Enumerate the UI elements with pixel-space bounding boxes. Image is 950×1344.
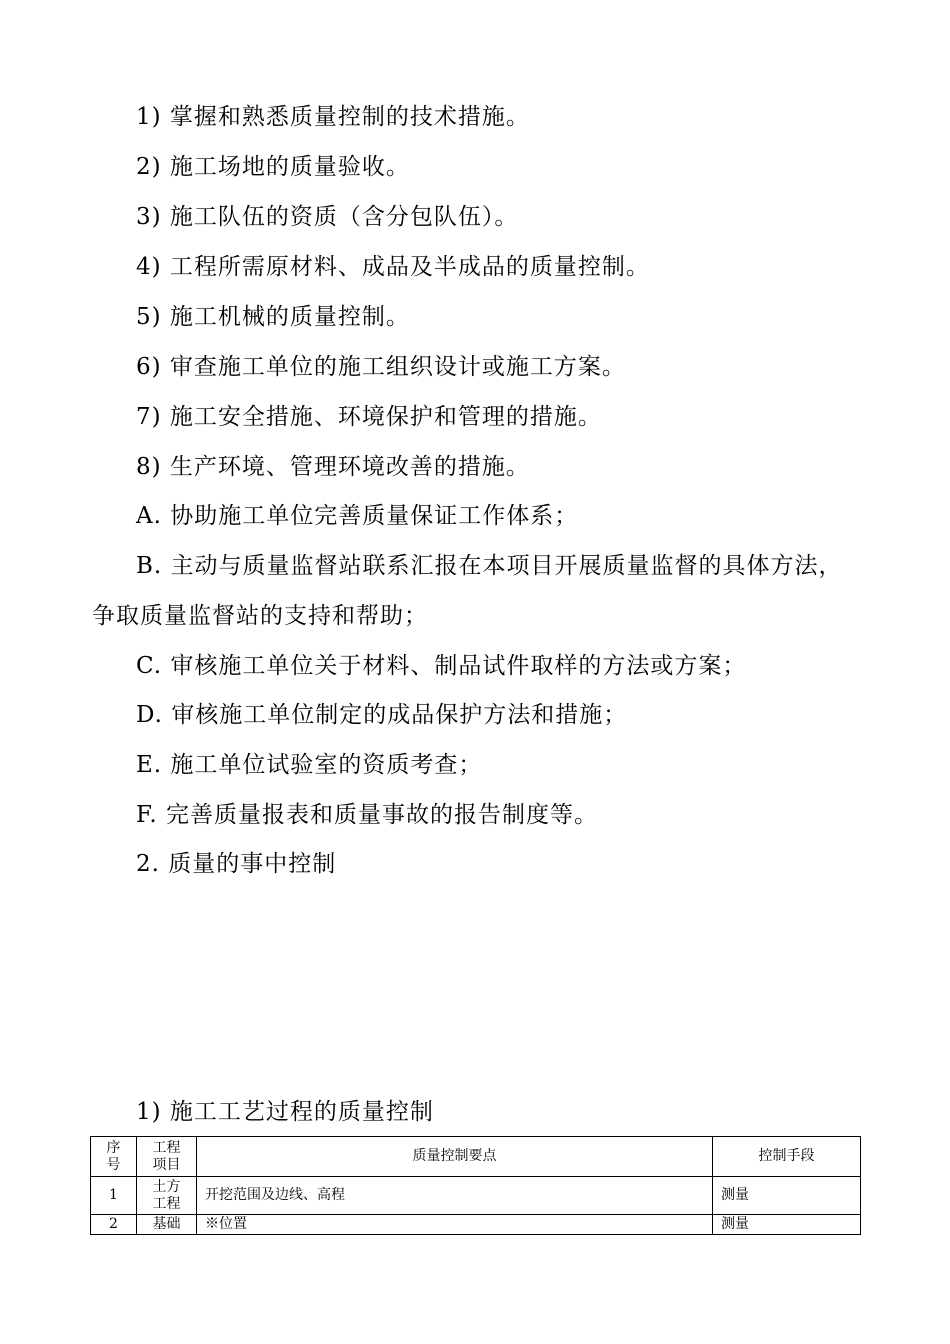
paragraph-2: 2) 施工场地的质量验收。: [136, 154, 410, 180]
row-means: 测量: [713, 1177, 861, 1215]
header-no: 序 号: [91, 1137, 137, 1177]
header-points: 质量控制要点: [197, 1137, 713, 1177]
row-points: ※位置: [197, 1215, 713, 1235]
paragraph-c: C. 审核施工单位关于材料、制品试件取样的方法或方案；: [136, 653, 747, 679]
row-item: 土方 工程: [137, 1177, 197, 1215]
section-title: 1) 施工工艺过程的质量控制: [136, 1099, 434, 1125]
row-item: 基础: [137, 1215, 197, 1235]
paragraph-6: 6) 审查施工单位的施工组织设计或施工方案。: [136, 354, 626, 380]
table-row: [91, 1215, 861, 1235]
row-points: 开挖范围及边线、高程: [197, 1177, 713, 1215]
paragraph-e: E. 施工单位试验室的资质考查；: [136, 752, 483, 778]
quality-control-table: [90, 1136, 861, 1235]
paragraph-3: 3) 施工队伍的资质（含分包队伍）。: [136, 204, 519, 230]
paragraph-7: 7) 施工安全措施、环境保护和管理的措施。: [136, 404, 602, 430]
paragraph-d: D. 审核施工单位制定的成品保护方法和措施；: [136, 702, 628, 728]
row-no: 1: [91, 1177, 137, 1215]
heading-in-process-control: 2. 质量的事中控制: [136, 851, 337, 877]
table-row: [91, 1177, 861, 1215]
paragraph-f: F. 完善质量报表和质量事故的报告制度等。: [136, 802, 598, 828]
row-no: 2: [91, 1215, 137, 1235]
row-means: 测量: [713, 1215, 861, 1235]
paragraph-4: 4) 工程所需原材料、成品及半成品的质量控制。: [136, 254, 650, 280]
header-means: 控制手段: [713, 1137, 861, 1177]
paragraph-b-continued: 争取质量监督站的支持和帮助；: [92, 603, 428, 629]
paragraph-b: B. 主动与质量监督站联系汇报在本项目开展质量监督的具体方法，: [136, 553, 843, 579]
paragraph-a: A. 协助施工单位完善质量保证工作体系；: [136, 503, 579, 529]
paragraph-5: 5) 施工机械的质量控制。: [136, 304, 410, 330]
paragraph-1: 1) 掌握和熟悉质量控制的技术措施。: [136, 104, 530, 130]
header-item: 工程 项目: [137, 1137, 197, 1177]
paragraph-8: 8) 生产环境、管理环境改善的措施。: [136, 454, 530, 480]
table-header-row: [91, 1137, 861, 1177]
